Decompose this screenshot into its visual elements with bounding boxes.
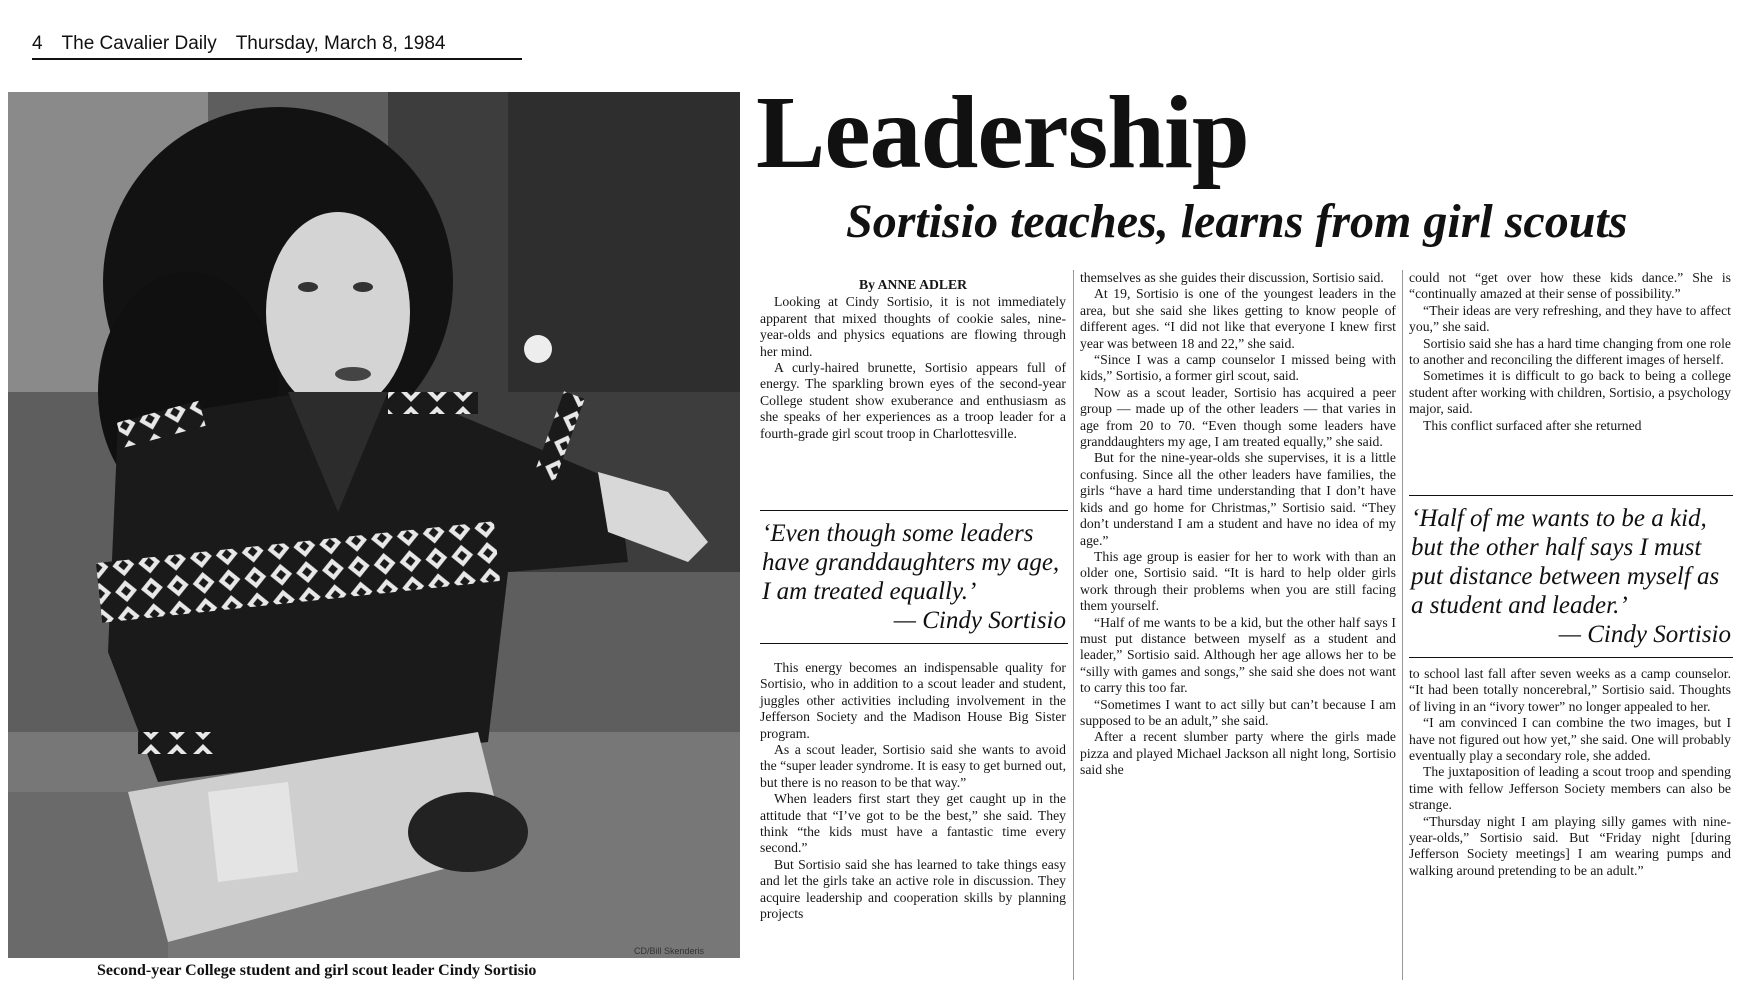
paragraph: This energy becomes an indispensable quality for Sortisio, who in addition to a scout leader and student, juggles other activities including involvement in the Jefferson Society and the Madison House Big Sister program. xyxy=(760,660,1066,741)
page-number: 4 xyxy=(32,33,43,54)
paragraph: Looking at Cindy Sortisio, it is not immediately apparent that mixed thoughts of cookie sales, nine-year-olds and physics equations are flowing through her mind. xyxy=(760,294,1066,359)
paragraph: Sometimes it is difficult to go back to being a college student after working with children, Sortisio, a psychology major, said. xyxy=(1409,368,1731,417)
paragraph: “I am convinced I can combine the two images, but I have not figured out how yet,” she said. One will probably eventually play a secondary role, she added. xyxy=(1409,715,1731,764)
paragraph: themselves as she guides their discussion, Sortisio said. xyxy=(1080,270,1384,285)
paragraph: Now as a scout leader, Sortisio has acquired a peer group — made up of the other leaders — that varies in age from 20 to 70. “Even though some leaders have granddaughters my age, I am treated equally,” she said. xyxy=(1080,384,1396,450)
photo-credit: CD/Bill Skenderis xyxy=(634,946,705,956)
paragraph: “Since I was a camp counselor I missed being with kids,” Sortisio, a former girl scout, said. xyxy=(1080,352,1396,384)
pull-quote-attribution: — Cindy Sortisio xyxy=(1558,621,1731,648)
paragraph: A curly-haired brunette, Sortisio appears full of energy. The sparkling brown eyes of the second-year College student show exuberance and enthusiasm as she speaks of her experiences as a troop leader for a fourth-grade girl scout troop in Charlottesville. xyxy=(760,360,1066,441)
paragraph: The juxtaposition of leading a scout troop and spending time with fellow Jefferson Society members can also be strange. xyxy=(1409,764,1731,813)
paragraph: But for the nine-year-olds she supervises, it is a little confusing. Since all the other leaders have families, the girls “have a hard time understanding that I don’t have kids and go home for Christmas,” Sortisio said. “They don’t understand I am a student and have no idea of my age.” xyxy=(1080,450,1396,548)
article-column-3-bottom xyxy=(1409,666,1731,879)
article-column-1-top xyxy=(760,277,1066,442)
paragraph: This conflict surfaced after she returned xyxy=(1423,417,1642,433)
pull-quote-attribution: — Cindy Sortisio xyxy=(893,607,1066,634)
pull-quote-text: ‘Half of me wants to be a kid, but the other half says I must put distance between myself as a student and leader.’ xyxy=(1411,505,1720,619)
photo-illustration xyxy=(8,92,740,958)
article-column-1-bottom xyxy=(760,660,1066,923)
article-column-2 xyxy=(1080,270,1396,779)
paragraph: to school last fall after seven weeks as a camp counselor. “It had been totally noncerebral,” Sortisio said. Thoughts of living in an “ivory tower” no longer appealed to her. xyxy=(1409,666,1731,714)
article-column-3-top xyxy=(1409,270,1731,434)
pull-quote-1 xyxy=(760,510,1068,644)
paragraph: This age group is easier for her to work with than an older one, Sortisio said. “It is hard to help older girls work through their problems when you are still facing them yourself. xyxy=(1080,548,1396,614)
headline: Leadership xyxy=(756,75,1249,190)
column-rule xyxy=(1073,270,1074,980)
issue-date: Thursday, March 8, 1984 xyxy=(235,33,446,54)
pull-quote-text: ‘Even though some leaders have granddaughters my age, I am treated equally.’ xyxy=(762,520,1060,605)
paragraph: Sortisio said she has a hard time changing from one role to another and reconciling the different images of herself. xyxy=(1409,335,1731,368)
pull-quote-2 xyxy=(1409,495,1733,658)
paragraph: When leaders first start they get caught up in the attitude that “I’ve got to be the best,” she said. They think “the kids must have a fantastic time every second.” xyxy=(760,791,1066,856)
paragraph: could not “get over how these kids dance.” She is “continually amazed at their sense of possibility.” xyxy=(1409,270,1731,302)
subheadline: Sortisio teaches, learns from girl scouts xyxy=(846,195,1628,248)
paragraph: At 19, Sortisio is one of the youngest leaders in the area, but she said she likes getting to know people of different ages. “I did not like that everyone I knew first year was between 18 and 22,” she said. xyxy=(1080,286,1396,351)
newspaper-name: The Cavalier Daily xyxy=(61,33,217,54)
paragraph: As a scout leader, Sortisio said she wants to avoid the “super leader syndrome. It is easy to get burned out, but there is no reason to be that way.” xyxy=(760,742,1066,790)
paragraph: “Their ideas are very refreshing, and they have to affect you,” she said. xyxy=(1409,302,1731,335)
paragraph: “Sometimes I want to act silly but can’t because I am supposed to be an adult,” she said. xyxy=(1080,696,1396,728)
paragraph: After a recent slumber party where the girls made pizza and played Michael Jackson all night long, Sortisio said she xyxy=(1080,729,1396,778)
photo-caption: Second-year College student and girl scout leader Cindy Sortisio xyxy=(97,962,537,979)
column-rule xyxy=(1402,270,1403,980)
paragraph: But Sortisio said she has learned to take things easy and let the girls take an active role in discussion. They acquire leadership and cooperation skills by planning projects xyxy=(760,856,1066,922)
paragraph: “Thursday night I am playing silly games with nine-year-olds,” Sortisio said. But “Friday night [during Jefferson Society meetings] I am wearing pumps and walking around pretending to be an adult.” xyxy=(1409,813,1731,878)
byline: By ANNE ADLER xyxy=(858,277,967,292)
portrait-photo xyxy=(8,92,740,958)
folio-line xyxy=(32,30,522,60)
paragraph: “Half of me wants to be a kid, but the other half says I must put distance between myself as a student and leader,” Sortisio said. Although her age allows her to be “silly with games and songs,” she said she does not want to carry this too far. xyxy=(1080,614,1396,696)
